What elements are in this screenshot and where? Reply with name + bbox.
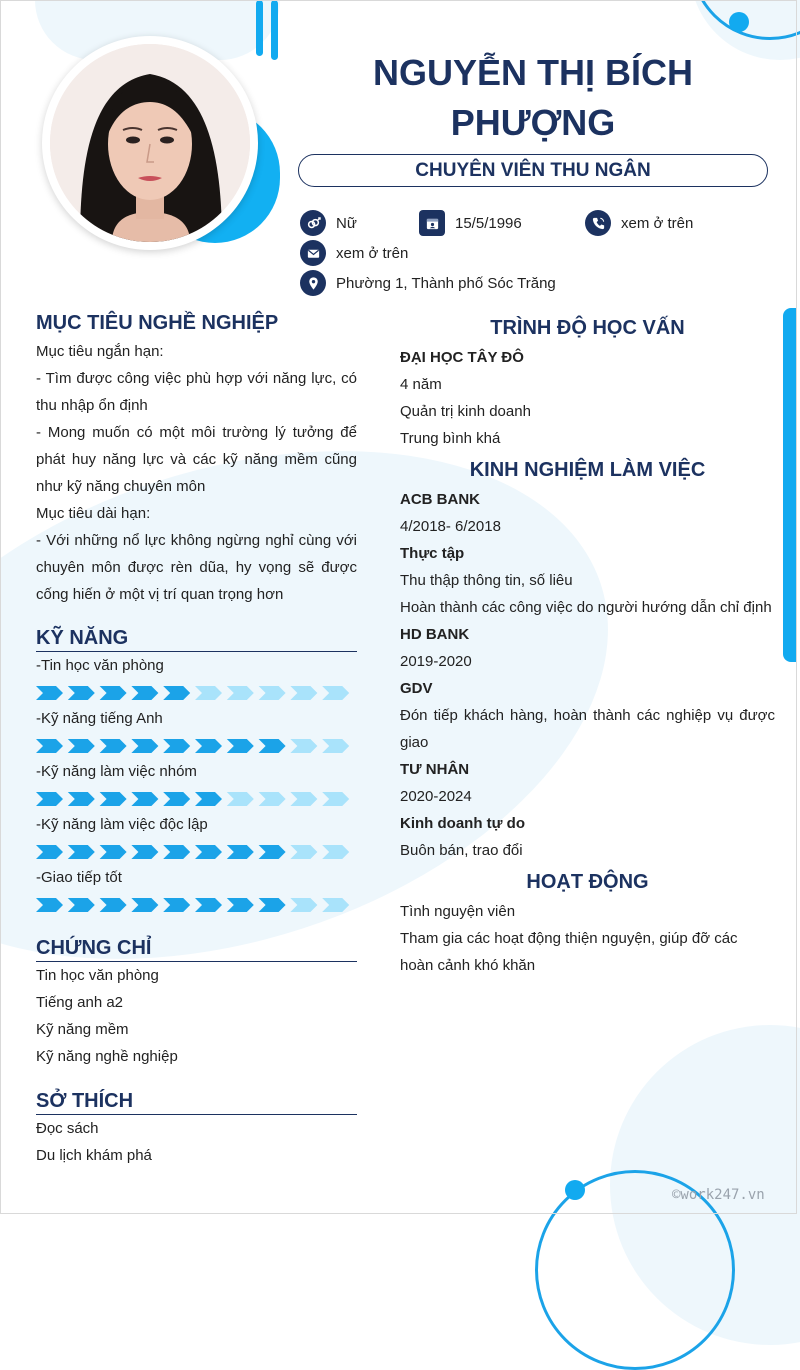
skill-arrow-filled [131, 792, 158, 806]
decorative-dot [729, 12, 749, 32]
job-role: Kinh doanh tự do [400, 815, 526, 832]
skill-arrow-filled [36, 739, 63, 753]
job-period: 2019-2020 [400, 653, 472, 670]
skill-arrow-empty [322, 792, 349, 806]
experience-title: KINH NGHIỆM LÀM VIỆC [469, 459, 706, 481]
skill-arrow-filled [36, 792, 63, 806]
skill-arrow-empty [227, 792, 254, 806]
skill-level-bar [36, 844, 356, 860]
skill-arrow-filled [68, 792, 95, 806]
phone-icon [585, 210, 611, 236]
job-detail: Đón tiếp khách hàng, hoàn thành các nghiệp vụ được giao [400, 707, 775, 751]
skill-arrow-filled [36, 686, 63, 700]
activity-item: Tình nguyện viên [400, 903, 516, 920]
skill-arrow-filled [227, 898, 254, 912]
skill-arrow-filled [131, 845, 158, 859]
contact-phone [585, 210, 693, 236]
skill-arrow-filled [163, 792, 190, 806]
skill-arrow-empty [259, 686, 286, 700]
certificate-item: Tiếng anh a2 [36, 994, 124, 1011]
skill-arrow-filled [259, 898, 286, 912]
skill-label: -Tin học văn phòng [36, 657, 164, 674]
skill-arrow-filled [36, 845, 63, 859]
certificates-title: CHỨNG CHỈ [36, 937, 152, 959]
skill-level-bar [36, 791, 356, 807]
hobbies-title: SỞ THÍCH [36, 1090, 134, 1112]
skill-arrow-filled [100, 686, 127, 700]
decorative-bar [256, 0, 263, 56]
name-line-1: NGUYỄN THỊ BÍCH [372, 52, 693, 93]
skill-arrow-empty [195, 686, 222, 700]
job-company: TƯ NHÂN [400, 761, 470, 778]
skill-arrow-filled [227, 739, 254, 753]
skill-arrow-filled [195, 792, 222, 806]
objective-line: - Mong muốn có một môi trường lý tưởng để phát huy năng lực và các kỹ năng mềm cũng như kỹ năng chuyên môn [36, 424, 357, 495]
contact-email [300, 240, 408, 266]
skill-level-bar [36, 897, 356, 913]
skill-arrow-filled [163, 739, 190, 753]
gender-icon [300, 210, 326, 236]
skill-arrow-filled [195, 845, 222, 859]
job-role: GDV [400, 680, 433, 697]
skill-arrow-empty [290, 792, 317, 806]
certificates-section [36, 962, 357, 1070]
skill-arrow-filled [163, 898, 190, 912]
job-role: Thực tập [400, 545, 465, 562]
education-school: ĐẠI HỌC TÂY ĐÔ [400, 349, 524, 366]
skill-arrow-filled [131, 739, 158, 753]
skill-arrow-empty [227, 686, 254, 700]
certificate-item: Tin học văn phòng [36, 967, 159, 984]
skill-label: -Kỹ năng làm việc nhóm [36, 763, 197, 780]
skill-arrow-filled [259, 739, 286, 753]
calendar-icon [419, 210, 445, 236]
decorative-dot [565, 1180, 585, 1200]
education-major: Quản trị kinh doanh [400, 403, 531, 420]
hobby-item: Đọc sách [36, 1120, 99, 1137]
skill-arrow-filled [195, 898, 222, 912]
location-icon [300, 270, 326, 296]
skill-arrow-empty [322, 898, 349, 912]
address-value: Phường 1, Thành phố Sóc Trăng [336, 274, 556, 292]
job-company: HD BANK [400, 626, 470, 643]
skill-arrow-filled [195, 739, 222, 753]
right-column [400, 316, 775, 979]
hobby-item: Du lịch khám phá [36, 1147, 152, 1164]
decorative-bar [271, 0, 278, 60]
education-title: TRÌNH ĐỘ HỌC VẤN [490, 317, 685, 339]
phone-value: xem ở trên [621, 214, 694, 232]
job-period: 4/2018- 6/2018 [400, 518, 501, 535]
skill-arrow-filled [68, 739, 95, 753]
skill-arrow-filled [100, 739, 127, 753]
skill-arrow-filled [163, 845, 190, 859]
contact-birthday [419, 210, 522, 236]
skill-label: -Kỹ năng làm việc độc lập [36, 816, 208, 833]
skill-arrow-empty [322, 739, 349, 753]
skill-arrow-empty [322, 845, 349, 859]
skill-arrow-empty [290, 845, 317, 859]
skill-arrow-filled [68, 898, 95, 912]
email-value: xem ở trên [336, 244, 409, 262]
hobbies-section [36, 1115, 357, 1169]
skill-arrow-filled [68, 686, 95, 700]
skill-arrow-empty [290, 739, 317, 753]
skill-arrow-empty [322, 686, 349, 700]
skill-arrow-empty [259, 792, 286, 806]
job-detail: Hoàn thành các công việc do người hướng dẫn chỉ định [400, 599, 772, 616]
education-duration: 4 năm [400, 376, 442, 393]
email-icon [300, 240, 326, 266]
job-company: ACB BANK [400, 491, 480, 508]
section-divider [36, 651, 357, 652]
objective-section [36, 338, 357, 608]
certificate-item: Kỹ năng nghề nghiệp [36, 1048, 178, 1065]
skill-arrow-empty [290, 686, 317, 700]
objective-title: MỤC TIÊU NGHỀ NGHIỆP [36, 312, 279, 334]
skill-arrow-filled [227, 845, 254, 859]
objective-line: - Với những nổ lực không ngừng nghỉ cùng với chuyên môn được rèn dũa, hy vọng sẽ được cống hiến ở một vị trí quan trọng hơn [36, 532, 357, 603]
skill-arrow-filled [36, 898, 63, 912]
skill-arrow-filled [100, 792, 127, 806]
contact-address [300, 270, 556, 296]
contact-gender [300, 210, 357, 236]
name-line-2: PHƯỢNG [450, 102, 616, 143]
profile-photo [50, 44, 250, 242]
skill-arrow-filled [131, 898, 158, 912]
birthday-value: 15/5/1996 [455, 214, 522, 232]
skill-level-bar [36, 685, 356, 701]
decorative-side-tab [783, 308, 797, 662]
watermark: ©work247.vn [672, 1187, 765, 1203]
skill-arrow-filled [100, 845, 127, 859]
job-period: 2020-2024 [400, 788, 472, 805]
gender-value: Nữ [336, 214, 357, 232]
education-grade: Trung bình khá [400, 430, 501, 447]
skill-arrow-filled [68, 845, 95, 859]
objective-line: Mục tiêu dài hạn: [36, 505, 151, 522]
activities-title: HOẠT ĐỘNG [526, 871, 649, 893]
skill-arrow-filled [163, 686, 190, 700]
skill-arrow-filled [131, 686, 158, 700]
skill-label: -Giao tiếp tốt [36, 869, 122, 886]
skill-arrow-filled [100, 898, 127, 912]
objective-line: Mục tiêu ngắn hạn: [36, 343, 164, 360]
skill-arrow-filled [259, 845, 286, 859]
job-detail: Thu thập thông tin, số liêu [400, 572, 573, 589]
job-detail: Buôn bán, trao đổi [400, 842, 523, 859]
skills-title: KỸ NĂNG [36, 627, 129, 649]
job-position: CHUYÊN VIÊN THU NGÂN [298, 154, 768, 187]
candidate-name [300, 48, 766, 148]
skill-level-bar [36, 738, 356, 754]
certificate-item: Kỹ năng mềm [36, 1021, 129, 1038]
objective-line: - Tìm được công việc phù hợp với năng lực, có thu nhập ổn định [36, 370, 357, 414]
activity-item: Tham gia các hoạt động thiện nguyện, giúp đỡ các hoàn cảnh khó khăn [400, 930, 738, 974]
skill-arrow-empty [290, 898, 317, 912]
skill-label: -Kỹ năng tiếng Anh [36, 710, 163, 727]
